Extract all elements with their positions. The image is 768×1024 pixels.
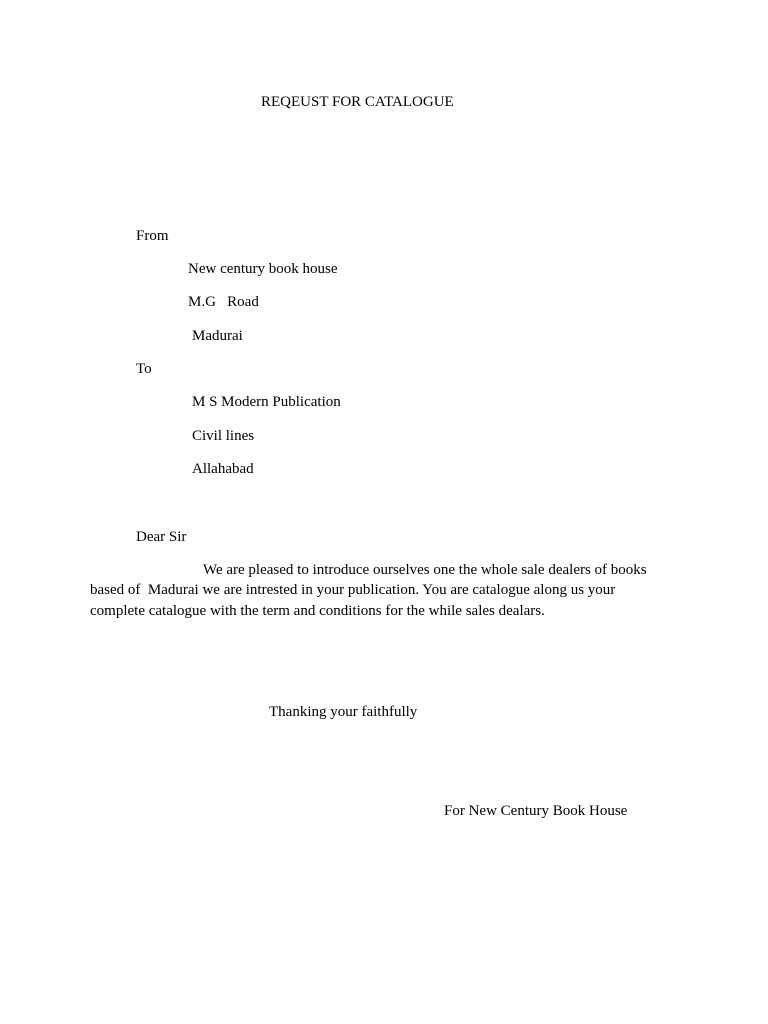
salutation: Dear Sir [136, 529, 187, 545]
recipient-name: M S Modern Publication [192, 394, 341, 410]
sender-city: Madurai [192, 328, 243, 344]
sender-name: New century book house [188, 261, 338, 277]
recipient-city: Allahabad [192, 461, 254, 477]
body-line: We are pleased to introduce ourselves one the whole sale dealers of books [203, 562, 647, 578]
letter-title: REQEUST FOR CATALOGUE [261, 94, 454, 110]
body-line: based of Madurai we are intrested in your publication. You are catalogue along us your [90, 582, 616, 598]
closing: Thanking your faithfully [269, 704, 418, 720]
to-label: To [136, 361, 152, 377]
sender-street: M.G Road [188, 294, 259, 310]
recipient-street: Civil lines [192, 428, 255, 444]
from-label: From [136, 228, 169, 244]
signature-line: For New Century Book House [444, 803, 628, 819]
body-line: complete catalogue with the term and conditions for the while sales dealars. [90, 603, 545, 619]
